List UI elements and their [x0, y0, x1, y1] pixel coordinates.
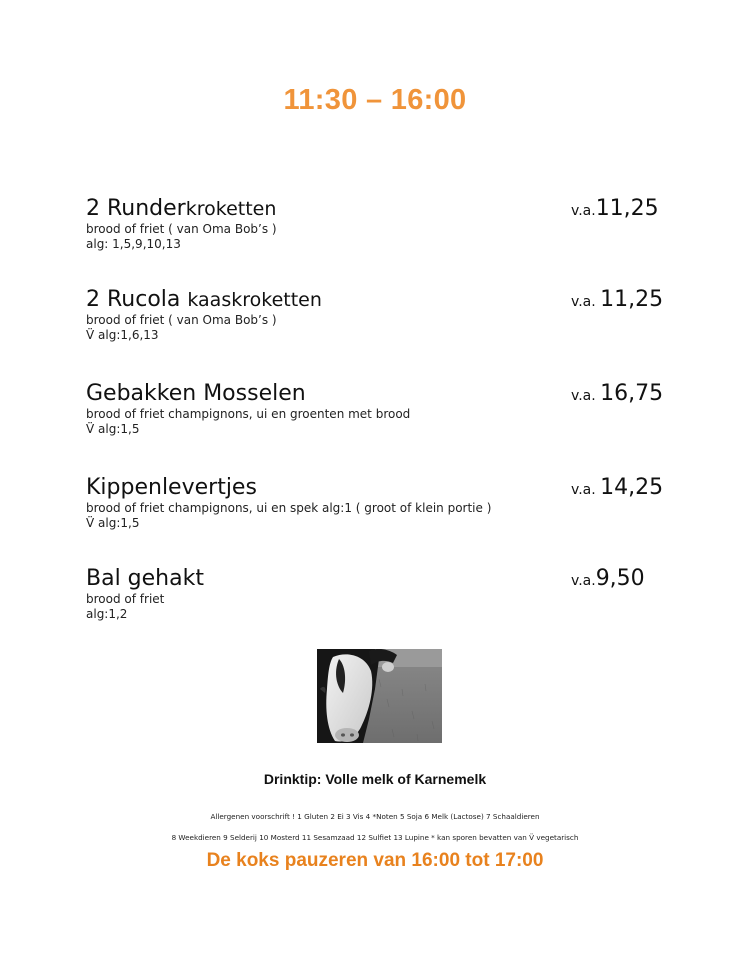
menu-item-name: Kippenlevertjes [86, 475, 257, 500]
menu-item-name: Gebakken Mosselen [86, 381, 306, 406]
kitchen-pause-notice: De koks pauzeren van 16:00 tot 17:00 [206, 850, 544, 871]
allergen-legend-line: 8 Weekdieren 9 Selderij 10 Mosterd 11 Sesamzaad 12 Sulfiet 13 Lupine * kan sporen bevatten van V̈ vegetarisch [171, 833, 579, 842]
menu-item-name: 2 Rucola kaaskroketten [86, 287, 322, 312]
drinktip: Drinktip: Volle melk of Karnemelk [263, 771, 487, 787]
menu-item-price: v.a. 11,25 [571, 287, 664, 312]
menu-item-allergens: V̈ alg:1,5 [86, 516, 140, 530]
menu-item-allergens: V̈ alg:1,5 [86, 422, 140, 436]
menu-item-name: Bal gehakt [86, 566, 204, 591]
menu-item-price: v.a.9,50 [571, 566, 645, 591]
service-hours: 11:30 – 16:00 [283, 84, 467, 116]
menu-item-price: v.a.11,25 [571, 196, 659, 221]
menu-item-price: v.a. 14,25 [571, 475, 664, 500]
menu-item-price: v.a. 16,75 [571, 381, 664, 406]
menu-item-description: brood of friet ( van Oma Bob’s ) [86, 313, 277, 327]
allergen-legend-line: Allergenen voorschrift ! 1 Gluten 2 Ei 3 Vis 4 *Noten 5 Soja 6 Melk (Lactose) 7 Schaaldieren [210, 812, 540, 821]
menu-item-allergens: V̈ alg:1,6,13 [86, 328, 159, 342]
menu-item-description: brood of friet champignons, ui en groenten met brood [86, 407, 411, 421]
menu-item-allergens: alg: 1,5,9,10,13 [86, 237, 181, 251]
menu-item-description: brood of friet [86, 592, 165, 606]
cow-photo [317, 649, 442, 743]
menu-item-description: brood of friet ( van Oma Bob’s ) [86, 222, 277, 236]
menu-item-allergens: alg:1,2 [86, 607, 128, 621]
menu-item-description: brood of friet champignons, ui en spek alg:1 ( groot of klein portie ) [86, 501, 492, 515]
menu-item-name: 2 Runderkroketten [86, 196, 277, 221]
